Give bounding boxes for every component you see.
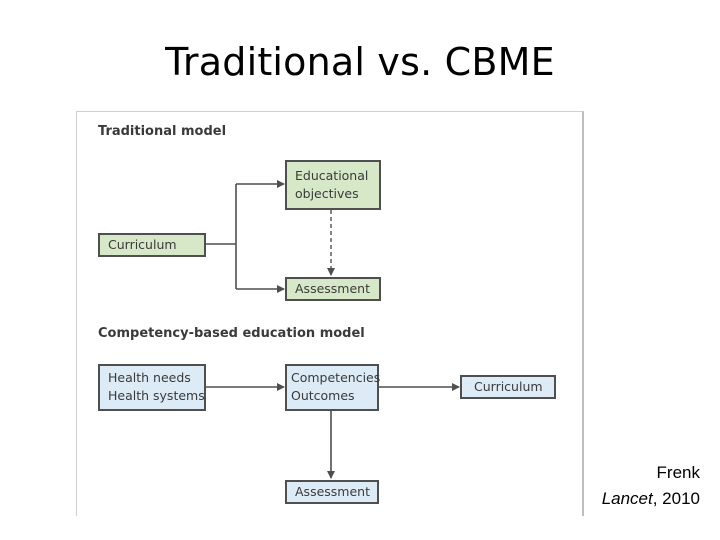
competency-model-label: Competency-based education model [98, 326, 365, 341]
competencies-line-2: Outcomes [291, 388, 355, 403]
citation-journal: Lancet [601, 489, 653, 508]
citation-year: , 2010 [652, 489, 700, 508]
health-needs-line-2: Health systems [108, 388, 205, 403]
diagram-figure [76, 111, 584, 516]
competencies-line-1: Competencies [291, 370, 381, 385]
assessment-label-traditional: Assessment [295, 281, 370, 296]
curriculum-label-competency: Curriculum [474, 379, 543, 394]
competencies-outcomes-box [285, 364, 379, 411]
educational-objectives-line-1: Educational [295, 168, 369, 183]
assessment-label-competency: Assessment [295, 484, 370, 499]
slide-title: Traditional vs. CBME [165, 40, 555, 84]
citation-author: Frenk [656, 463, 700, 482]
educational-objectives-box [285, 160, 381, 210]
educational-objectives-line-2: objectives [295, 186, 359, 201]
citation-source [500, 489, 700, 509]
curriculum-label-traditional: Curriculum [108, 237, 177, 252]
health-needs-line-1: Health needs [108, 370, 191, 385]
curriculum-box-traditional [98, 233, 206, 257]
curriculum-box-competency [460, 375, 556, 399]
assessment-box-competency [285, 480, 379, 504]
health-needs-box [98, 364, 206, 411]
assessment-box-traditional [285, 277, 381, 301]
traditional-model-label: Traditional model [98, 124, 227, 139]
